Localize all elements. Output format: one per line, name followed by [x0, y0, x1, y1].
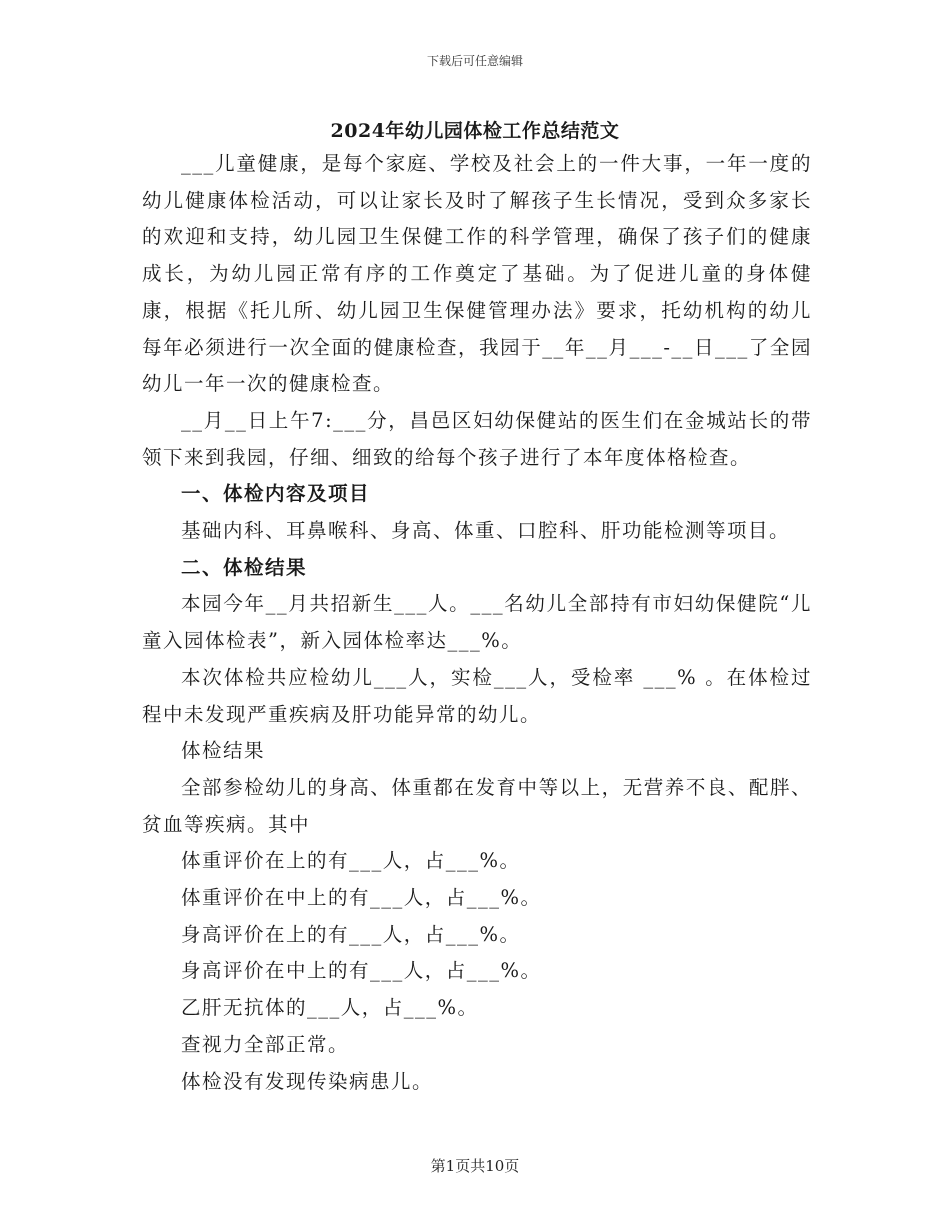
paragraph-results-label: 体检结果 [181, 739, 266, 763]
paragraph-overall-growth: 全部参检幼儿的身高、体重都在发育中等以上，无营养不良、配胖、贫血等疾病。其中 [142, 775, 812, 836]
result-line: 乙肝无抗体的___人，占___%。 [181, 996, 479, 1020]
paragraph-intro: ___儿童健康，是每个家庭、学校及社会上的一件大事，一年一度的幼儿健康体检活动，可以让家长及时了解孩子生长情况，受到众多家长的欢迎和支持，幼儿园卫生保健工作的科学管理，确保了孩子们的健康成长，为幼儿园正常有序的工作奠定了基础。为了促进儿童的身体健康，根据《托儿所、幼儿园卫生保健管理办法》要求，托幼机构的幼儿每年必须进行一次全面的健康检查，我园于__年__月___-__日___了全园幼儿一年一次的健康检查。 [142, 152, 812, 396]
result-line: 体重评价在上的有___人，占___%。 [181, 849, 521, 873]
document-body [142, 146, 812, 1100]
section-heading-results: 二、体检结果 [181, 555, 308, 579]
document-title: 2024年幼儿园体检工作总结范文 [330, 120, 620, 142]
result-line: 身高评价在中上的有___人，占___%。 [181, 959, 542, 983]
result-line: 体重评价在中上的有___人，占___%。 [181, 886, 542, 910]
section-heading-items: 一、体检内容及项目 [181, 482, 371, 506]
result-line: 身高评价在上的有___人，占___%。 [181, 922, 521, 946]
paragraph-exam-date: __月__日上午7:___分，昌邑区妇幼保健站的医生们在金城站长的带领下来到我园，仔细、细致的给每个孩子进行了本年度体格检查。 [142, 408, 812, 469]
paragraph-exam-rate: 本次体检共应检幼儿___人，实检___人，受检率 ___% 。在体检过程中未发现严重疾病及肝功能异常的幼儿。 [142, 665, 812, 726]
paragraph-new-students: 本园今年__月共招新生___人。___名幼儿全部持有市妇幼保健院“儿童入园体检表”，新入园体检率达___%。 [142, 592, 812, 653]
result-line: 体检没有发现传染病患儿。 [181, 1069, 434, 1093]
result-line: 查视力全部正常。 [181, 1032, 350, 1056]
page-number: 第1页共10页 [430, 1157, 520, 1175]
paragraph-items: 基础内科、耳鼻喉科、身高、体重、口腔科、肝功能检测等项目。 [181, 519, 791, 543]
page-header-note: 下载后可任意编辑 [426, 54, 523, 68]
